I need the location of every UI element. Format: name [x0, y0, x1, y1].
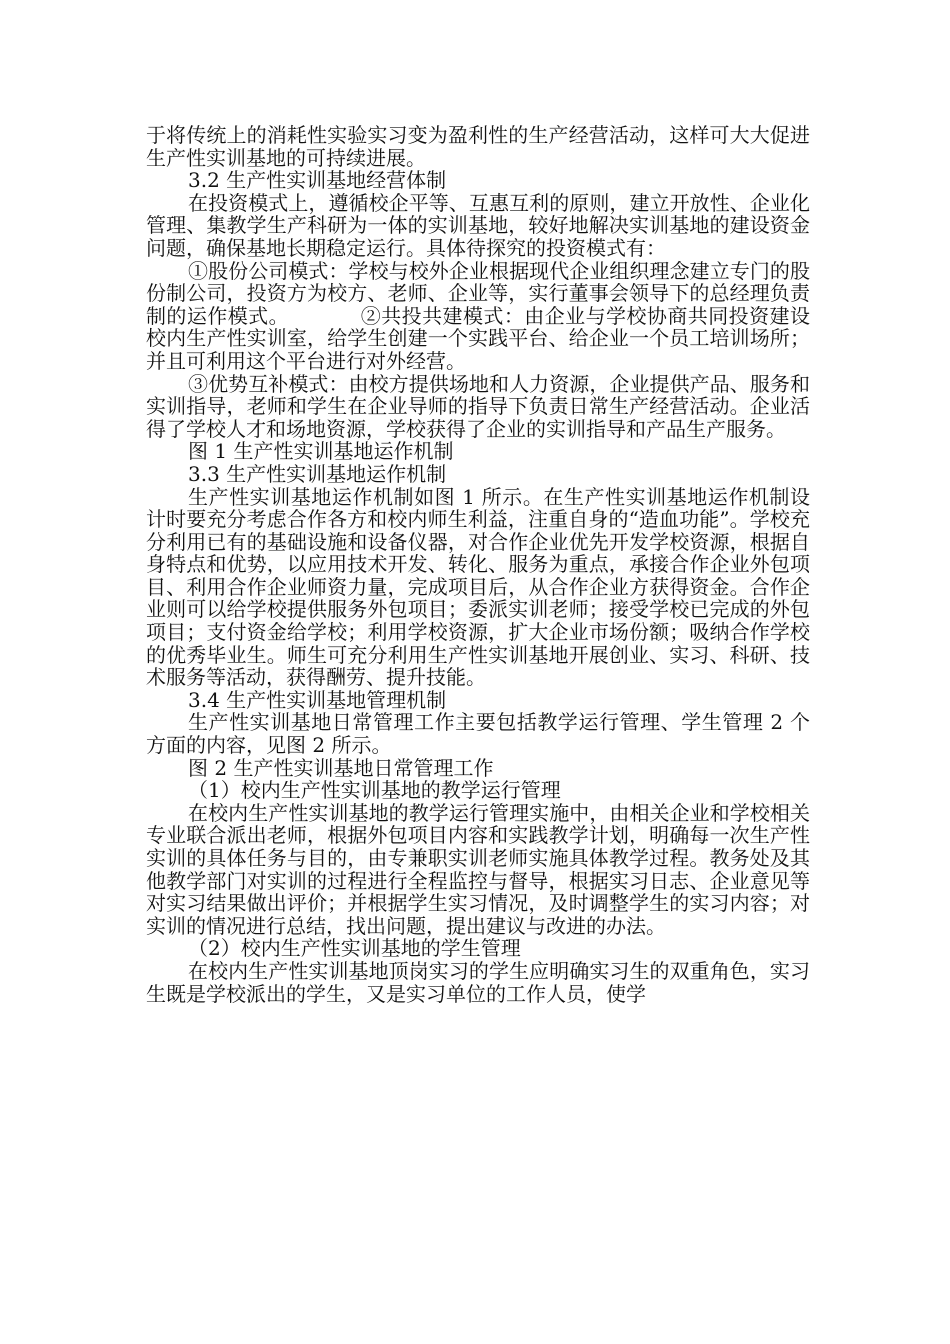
- paragraph-complementary-model: ③优势互补模式：由校方提供场地和人力资源，企业提供产品、服务和实训指导，老师和学生在企业导师的指导下负责日常生产经营活动。企业活得了学校人才和场地资源，学校获得了企业的实训指导和产品生产服务。: [146, 371, 810, 441]
- paragraph-operation-mechanism: 生产性实训基地运作机制如图 1 所示。在生产性实训基地运作机制设计时要充分考虑合作各方和校内师生利益，注重自身的“造血功能”。学校充分利用已有的基础设施和设备仪器，对合作企业优先开发学校资源，根据自身特点和优势，以应用技术开发、转化、服务为重点，承接合作企业外包项目、利用合作企业师资力量，完成项目后，从合作企业方获得资金。合作企业则可以给学校提供服务外包项目；委派实训老师；接受学校已完成的外包项目；支付资金给学校；利用学校资源，扩大企业市场份额；吸纳合作学校的优秀毕业生。师生可充分利用生产性实训基地开展创业、实习、科研、技术服务等活动，获得酬劳、提升技能。: [146, 484, 810, 690]
- figure-caption-1: 图 1 生产性实训基地运作机制: [188, 439, 454, 464]
- subheading-teaching-management: （1）校内生产性实训基地的教学运行管理: [188, 778, 561, 803]
- paragraph-joint-stock-model: ①股份公司模式：学校与校外企业根据现代企业组织理念建立专门的股份制公司，投资方为校方、老师、企业等，实行董事会领导下的总经理负责制的运作模式。 ②共投共建模式：由企业与学校协商共同投资建设校内生产性实训室，给学生创建一个实践平台、给企业一个员工培训场所；并且可利用这个平台进行对外经营。: [146, 258, 810, 373]
- paragraph-investment-model: 在投资模式上，遵循校企平等、互惠互利的原则，建立开放性、企业化管理、集教学生产科研为一体的实训基地，较好地解决实训基地的建设资金问题，确保基地长期稳定运行。具体待探究的投资模式有：: [146, 190, 810, 260]
- subheading-student-management: （2）校内生产性实训基地的学生管理: [188, 936, 521, 961]
- paragraph-student-management: 在校内生产性实训基地顶岗实习的学生应明确实习生的双重角色，实习生既是学校派出的学生，又是实习单位的工作人员，使学: [146, 958, 810, 1006]
- document-body: [146, 124, 810, 1005]
- paragraph-continuation: 于将传统上的消耗性实验实习变为盈利性的生产经营活动，这样可大大促进生产性实训基地的可持续进展。: [146, 123, 810, 170]
- section-heading-3-3: 3.3 生产性实训基地运作机制: [188, 461, 447, 486]
- section-heading-3-4: 3.4 生产性实训基地管理机制: [188, 687, 447, 712]
- section-heading-3-2: 3.2 生产性实训基地经营体制: [188, 168, 447, 193]
- figure-caption-2: 图 2 生产性实训基地日常管理工作: [188, 755, 494, 780]
- paragraph-management-overview: 生产性实训基地日常管理工作主要包括教学运行管理、学生管理 2 个方面的内容，见图 2 所示。: [146, 710, 810, 758]
- paragraph-teaching-management: 在校内生产性实训基地的教学运行管理实施中，由相关企业和学校相关专业联合派出老师，根据外包项目内容和实践教学计划，明确每一次生产性实训的具体任务与目的，由专兼职实训老师实施具体教学过程。教务处及其他教学部门对实训的过程进行全程监控与督导，根据实习日志、企业意见等对实习结果做出评价；并根据学生实习情况，及时调整学生的实习内容；对实训的情况进行总结，找出问题，提出建议与改进的办法。: [146, 800, 810, 938]
